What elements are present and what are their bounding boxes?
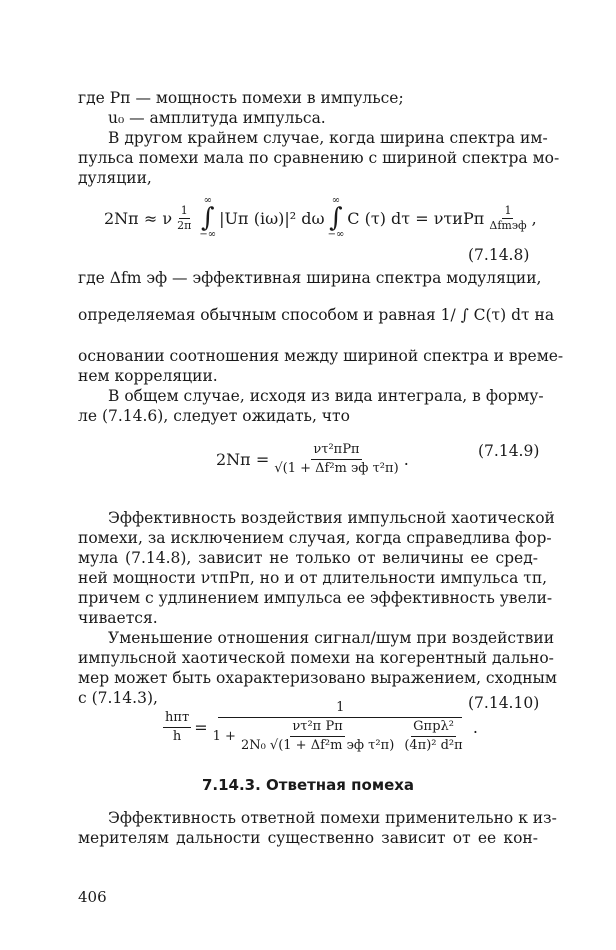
eq8-body1: |Uп (iω)|² dω (219, 208, 325, 228)
eq10-main-frac: 1 1 + $\frac{\text{ντ²п Pп}}{\text{2N₀ √(1 + Δf²m эф τ²п)}}$ $\frac{\text{Gпрλ²}}{\text{(4π)² d²п}}$ (212, 700, 463, 753)
text-line: импульсной хаотической помехи на когерентный дально- (78, 649, 554, 667)
text-line: чивается. (78, 609, 158, 627)
text-line: Эффективность воздействия импульсной хаотической (108, 509, 555, 527)
equation-number: (7.14.9) (478, 442, 540, 460)
text-line: пульса помехи мала по сравнению с шириной спектра мо- (78, 149, 560, 167)
text-line: мер может быть охарактеризовано выражением, сходным (78, 669, 557, 687)
eq8-frac2: $\frac{1}{\text{Δfmэф}}$ (489, 203, 527, 232)
text-line: причем с удлинением импульса ее эффективность увели- (78, 589, 553, 607)
section-heading: 7.14.3. Ответная помеха (201, 776, 415, 794)
page-number: 406 (78, 888, 107, 906)
text-line: мула (7.14.8), зависит не только от величины ее сред- (78, 549, 538, 567)
text-line: u₀ — амплитуда импульса. (108, 109, 326, 127)
equation-7-14-10: $\frac{\text{hпт}}{h}$ = 1 1 + $\frac{\text{ντ²п Pп}}{\text{2N₀ √(1 + Δf²m эф τ²п)}}$ $\frac{\text{Gпрλ²}}{\text{(4π)² d²п}}$ . (165, 700, 478, 753)
eq8-body2: C (τ) dτ = ντиPп (347, 208, 485, 228)
text-line: помехи, за исключением случая, когда справедлива фор- (78, 529, 552, 547)
eq10-lhs-frac: $\frac{\text{hпт}}{h}$ (165, 709, 190, 744)
eq8-frac1: $\frac{1}{2\pi}$ (177, 203, 192, 232)
text-line: с (7.14.3), (78, 689, 158, 707)
text-line: ней мощности ντпPп, но и от длительности импульса τп, (78, 569, 548, 587)
text-line: основании соотношения между шириной спектра и време- (78, 347, 564, 365)
text-line: определяемая обычным способом и равная 1/ ∫ C(τ) dτ на (78, 306, 555, 324)
text-line: Уменьшение отношения сигнал/шум при воздействии (108, 629, 555, 647)
text-line: В общем случае, исходя из вида интеграла, в форму- (108, 387, 544, 405)
eq10-inner-frac: $\frac{\text{ντ²п Pп}}{\text{2N₀ √(1 + Δf²m эф τ²п)}}$ (240, 719, 395, 753)
eq9-lhs: 2Nп = (216, 449, 270, 469)
integral-sign: ∞ ∫ −∞ (327, 195, 345, 240)
eq10-gain-frac: $\frac{\text{Gпрλ²}}{\text{(4π)² d²п}}$ (404, 719, 463, 753)
text-line: Эффективность ответной помехи применительно к из- (108, 809, 557, 827)
eq9-frac: $\frac{\text{ντ²пPп}}{\text{√(1 + Δf²m эф τ²п)}}$ (274, 441, 399, 476)
text-line: мерителям дальности существенно зависит от ее кон- (78, 829, 538, 847)
text-line: ле (7.14.6), следует ожидать, что (78, 407, 350, 425)
integral-sign: ∞ ∫ −∞ (199, 195, 217, 240)
equation-7-14-9: 2Nп = $\frac{\text{ντ²пPп}}{\text{√(1 + Δf²m эф τ²п)}}$ . (216, 441, 409, 476)
equation-number: (7.14.10) (468, 694, 540, 712)
text-line: где Δfm эф — эффективная ширина спектра модуляции, (78, 269, 542, 287)
text-line: В другом крайнем случае, когда ширина спектра им- (108, 129, 548, 147)
eq8-lhs: 2Nп ≈ ν (104, 208, 173, 228)
equation-number: (7.14.8) (468, 246, 530, 264)
equation-7-14-8: 2Nп ≈ ν $\frac{1}{2\pi}$ ∞ ∫ −∞ |Uп (iω)|² dω ∞ ∫ −∞ C (τ) dτ = ντиPп $\frac{1}{\text{Δfmэф}}$ , (104, 195, 537, 240)
text-line: дуляции, (78, 169, 152, 187)
text-line: нем корреляции. (78, 367, 218, 385)
text-line: где Pп — мощность помехи в импульсе; (78, 89, 404, 107)
